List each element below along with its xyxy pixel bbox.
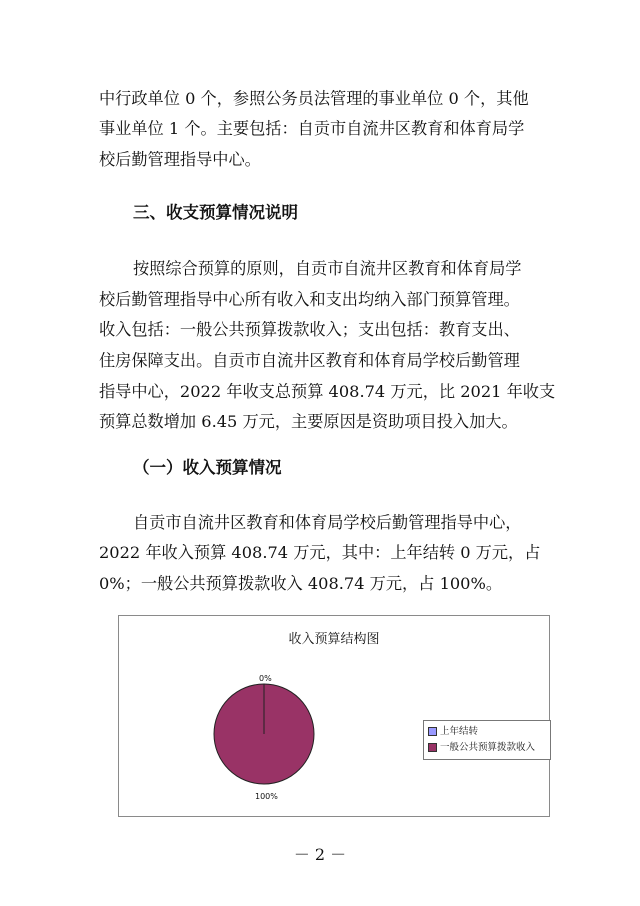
pie-chart (118, 615, 550, 817)
subsection-heading: （一）收入预算情况 (133, 458, 282, 477)
paragraph-line: 预算总数增加 6.45 万元，主要原因是资助项目投入加大。 (99, 412, 518, 431)
section-heading: 三、收支预算情况说明 (133, 203, 298, 222)
paragraph-line: 校后勤管理指导中心所有收入和支出均纳入部门预算管理。 (99, 290, 520, 309)
paragraph-line: 0%；一般公共预算拨款收入 408.74 万元，占 100%。 (99, 574, 503, 593)
legend-label: 上年结转 (440, 726, 479, 737)
legend-item (428, 741, 535, 755)
paragraph-line: 指导中心，2022 年收支总预算 408.74 万元，比 2021 年收支 (99, 382, 556, 401)
pie-chart-canvas (119, 616, 549, 816)
paragraph-line: 收入包括：一般公共预算拨款收入；支出包括：教育支出、 (99, 320, 520, 339)
paragraph-line: 事业单位 1 个。主要包括：自贡市自流井区教育和体育局学 (99, 119, 525, 138)
slice-label-appropriation: 100% (255, 792, 278, 801)
legend-item (428, 725, 478, 739)
chart-legend (423, 720, 551, 760)
paragraph-line: 按照综合预算的原则，自贡市自流井区教育和体育局学 (133, 259, 522, 278)
page-number: － 2 － (293, 845, 347, 864)
paragraph-line: 2022 年收入预算 408.74 万元，其中：上年结转 0 万元，占 (99, 543, 541, 562)
legend-label: 一般公共预算拨款收入 (440, 742, 536, 753)
paragraph-line: 自贡市自流井区教育和体育局学校后勤管理指导中心， (133, 513, 522, 532)
legend-swatch (428, 727, 437, 736)
chart-title: 收入预算结构图 (288, 632, 380, 647)
paragraph-line: 中行政单位 0 个，参照公务员法管理的事业单位 0 个，其他 (99, 89, 529, 108)
slice-label-carryover: 0% (259, 674, 272, 683)
paragraph-line: 校后勤管理指导中心。 (99, 150, 261, 169)
legend-swatch (428, 743, 437, 752)
paragraph-line: 住房保障支出。自贡市自流井区教育和体育局学校后勤管理 (99, 351, 520, 370)
